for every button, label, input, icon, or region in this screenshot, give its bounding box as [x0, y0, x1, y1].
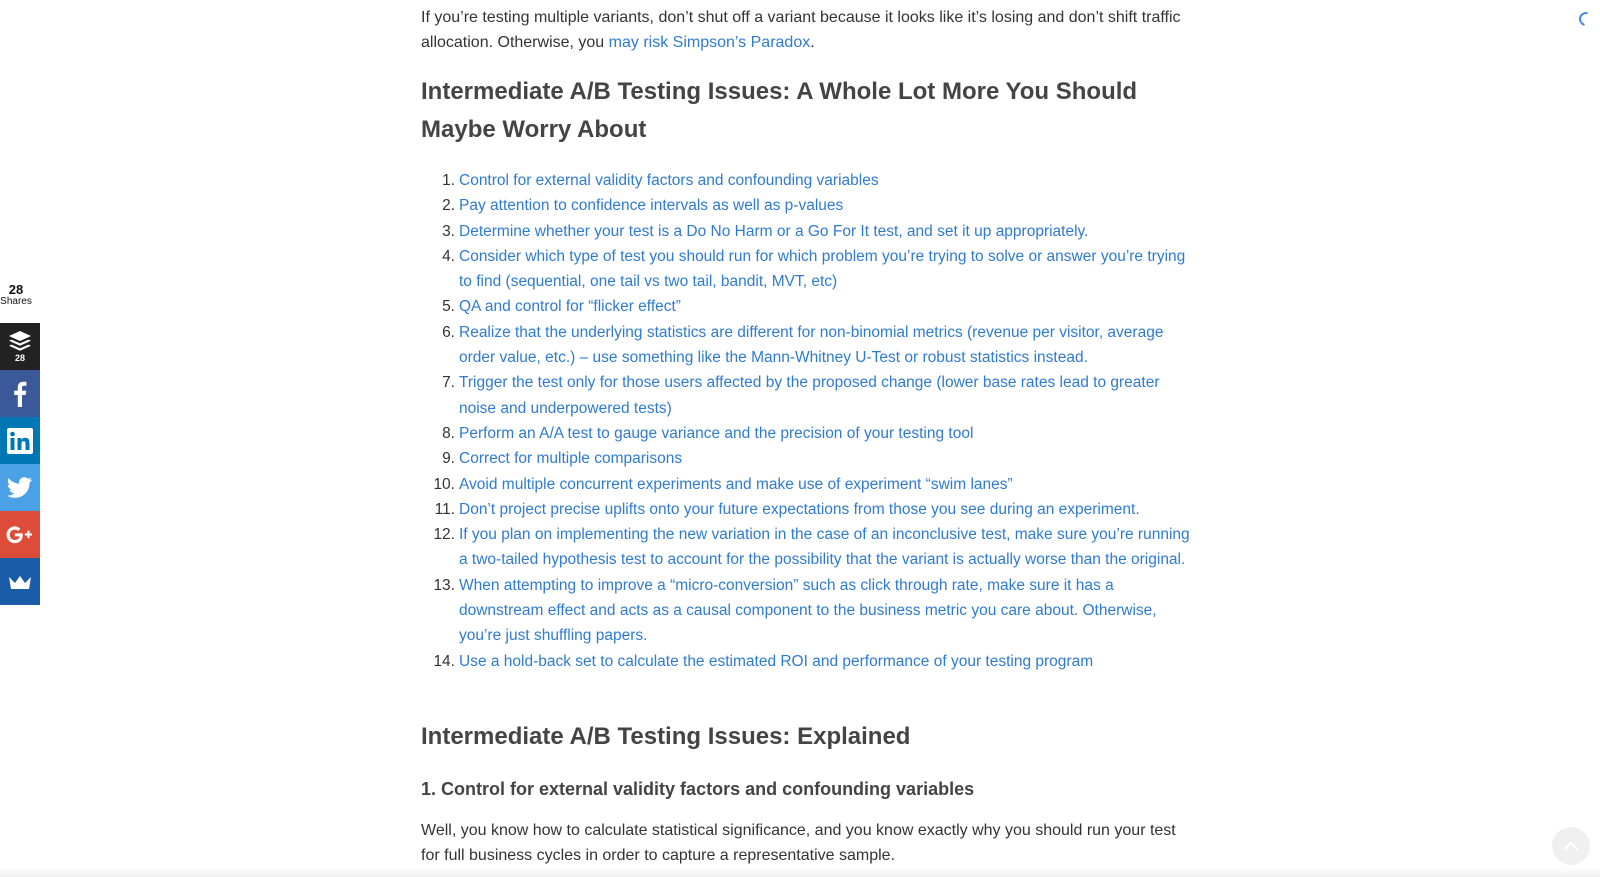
simpsons-paradox-link[interactable]: may risk Simpson’s Paradox: [608, 34, 811, 51]
facebook-icon: [13, 381, 27, 407]
intro-text-end: .: [810, 34, 815, 51]
buffer-share-count: 28: [14, 353, 25, 363]
issue-list-item[interactable]: [421, 219, 1191, 244]
issue-link[interactable]: Pay attention to confidence intervals as well as p-values: [459, 197, 844, 215]
issue-number: 10.: [433, 475, 455, 493]
issue-link[interactable]: Correct for multiple comparisons: [459, 450, 683, 468]
issue-number: 3.: [442, 222, 455, 240]
loading-spinner-icon: [1576, 9, 1595, 28]
intro-text: If you’re testing multiple variants, don’t shut off a variant because it looks like it’s losing and don’t shift traffic allocation. Otherwise, you: [421, 9, 1181, 51]
intro-paragraph: [421, 5, 1191, 55]
sumome-share-button[interactable]: [0, 558, 40, 605]
issue-number: 14.: [433, 652, 455, 670]
issue-number: 2.: [442, 197, 455, 215]
social-share-bar: [0, 323, 40, 605]
issue-link[interactable]: Avoid multiple concurrent experiments and make use of experiment “swim lanes”: [459, 475, 1013, 493]
issue-link[interactable]: Don’t project precise uplifts onto your future expectations from those you see during an experiment.: [459, 500, 1140, 518]
subheading-control-external-validity: 1. Control for external validity factors and confounding variables: [421, 779, 975, 799]
body-paragraph: Well, you know how to calculate statistical significance, and you know exactly why you should run your test for full business cycles in order to capture a representative sample.: [421, 822, 1176, 864]
issue-list-item[interactable]: [421, 370, 1191, 421]
issue-link[interactable]: Trigger the test only for those users affected by the proposed change (lower base rates lead to greater noise and underpowered tests): [459, 374, 1160, 417]
issue-list-item[interactable]: [421, 522, 1191, 573]
section-heading-explained: Intermediate A/B Testing Issues: Explained: [421, 723, 911, 750]
issue-link[interactable]: Consider which type of test you should run for which problem you’re trying to solve or answer you’re trying to find (sequential, one tail vs two tail, bandit, MVT, etc): [459, 247, 1186, 291]
issue-link[interactable]: Perform an A/A test to gauge variance and the precision of your testing tool: [459, 424, 974, 442]
issue-list-item[interactable]: [421, 244, 1191, 295]
share-count-number: 28: [8, 282, 24, 297]
issue-number: 4.: [442, 247, 455, 265]
issue-link[interactable]: Use a hold-back set to calculate the estimated ROI and performance of your testing program: [459, 652, 1094, 670]
crown-icon: [8, 574, 32, 590]
issue-number: 7.: [442, 374, 455, 392]
scroll-to-top-button[interactable]: [1552, 827, 1590, 865]
issue-number: 9.: [442, 450, 455, 468]
issue-number: 1.: [442, 172, 455, 189]
issue-link[interactable]: When attempting to improve a “micro-conversion” such as click through rate, make sure it has a downstream effect and acts as a causal component to the business metric you care about. Otherwise, you’re just shuffling papers.: [459, 576, 1157, 645]
issue-link[interactable]: QA and control for “flicker effect”: [459, 298, 681, 316]
issue-list-item[interactable]: [421, 294, 1191, 319]
facebook-share-button[interactable]: [0, 370, 40, 417]
issue-link[interactable]: If you plan on implementing the new variation in the case of an inconclusive test, make sure you’re running a two-tailed hypothesis test to account for the possibility that the variant is actually worse than the original.: [459, 526, 1190, 569]
issue-number: 11.: [434, 500, 455, 518]
bottom-fade: [0, 867, 1600, 877]
issue-number: 13.: [433, 576, 455, 594]
share-count-label: Shares: [0, 296, 32, 307]
linkedin-icon: [7, 428, 33, 454]
linkedin-share-button[interactable]: [0, 417, 40, 464]
share-count: [0, 283, 32, 308]
issue-list-item[interactable]: [421, 446, 1191, 471]
google-plus-share-button[interactable]: [0, 511, 40, 558]
issue-number: 5.: [442, 298, 455, 316]
issue-number: 12.: [433, 526, 455, 544]
issue-list-item[interactable]: [421, 472, 1191, 497]
buffer-share-button[interactable]: [0, 323, 40, 370]
issue-list-item[interactable]: [421, 320, 1191, 371]
issue-link[interactable]: Determine whether your test is a Do No Harm or a Go For It test, and set it up appropriately.: [459, 222, 1089, 240]
issue-list-item[interactable]: [421, 649, 1191, 674]
buffer-icon: [8, 330, 32, 352]
twitter-share-button[interactable]: [0, 464, 40, 511]
issue-link[interactable]: Control for external validity factors and confounding variables: [459, 172, 879, 189]
issue-list-item[interactable]: [421, 193, 1191, 218]
issue-link[interactable]: Realize that the underlying statistics are different for non-binomial metrics (revenue per visitor, average order value, etc.) – use something like the Mann-Whitney U-Test or robust statistics instead.: [459, 323, 1164, 367]
google-plus-icon: [6, 525, 34, 545]
twitter-icon: [7, 477, 33, 499]
issue-list-item[interactable]: [421, 573, 1191, 649]
section-heading-intermediate-issues: Intermediate A/B Testing Issues: A Whole Lot More You Should Maybe Worry About: [421, 78, 1138, 143]
issues-list: [421, 168, 1191, 674]
issue-number: 8.: [442, 424, 455, 442]
issue-list-item[interactable]: [421, 497, 1191, 522]
issue-list-item[interactable]: [421, 168, 1191, 193]
issue-list-item[interactable]: [421, 421, 1191, 446]
chevron-up-icon: [1563, 841, 1579, 851]
issue-number: 6.: [442, 323, 455, 341]
